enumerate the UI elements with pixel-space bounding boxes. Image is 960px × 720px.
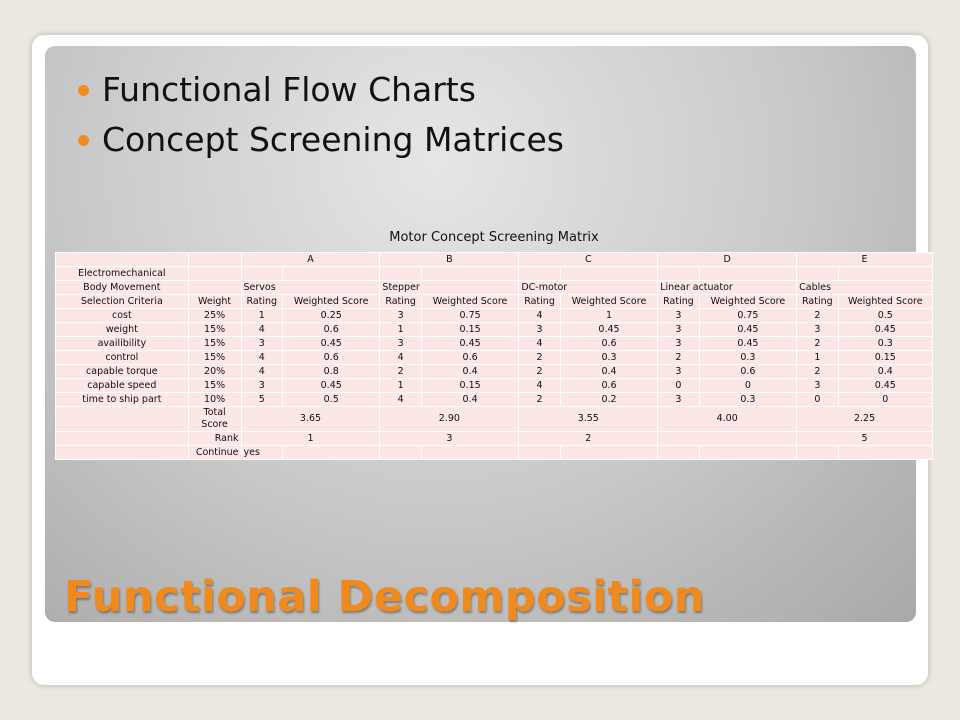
bullet-list [78,70,564,170]
rating-value: 1 [241,309,282,323]
empty-cell [838,267,932,281]
criteria-label: time to ship part [56,393,189,407]
weighted-score-value: 0.6 [282,351,379,365]
rating-value: 0 [658,379,699,393]
rating-header: Rating [797,295,838,309]
rating-value: 2 [797,365,838,379]
weighted-score-value: 0.45 [838,323,932,337]
weight-header: Weight [188,295,241,309]
letter-header-row [56,253,933,267]
empty-cell [188,253,241,267]
concept-name: DC-motor [519,281,658,295]
empty-cell [56,253,189,267]
column-header-row [56,295,933,309]
weighted-score-value: 0.6 [421,351,518,365]
slide-title: Functional Decomposition [64,572,705,622]
rating-value: 3 [241,337,282,351]
bullet-dot-icon [78,135,89,146]
weighted-score-value: 0.6 [282,323,379,337]
criteria-header: Selection Criteria [56,295,189,309]
empty-cell [699,446,796,460]
rating-header: Rating [519,295,560,309]
concept-name-row [56,281,933,295]
weight-value: 15% [188,323,241,337]
weighted-score-value: 0.45 [699,323,796,337]
rating-value: 2 [797,309,838,323]
rating-value: 2 [519,365,560,379]
criteria-label: weight [56,323,189,337]
criteria-label: capable speed [56,379,189,393]
rating-value: 3 [241,379,282,393]
rating-value: 4 [380,393,421,407]
weight-value: 25% [188,309,241,323]
weight-value: 20% [188,365,241,379]
bullet-text: Functional Flow Charts [102,70,476,109]
empty-cell [380,267,421,281]
rating-value: 3 [380,337,421,351]
rating-value: 3 [658,309,699,323]
weighted-score-value: 0.25 [282,309,379,323]
criteria-row [56,323,933,337]
weight-value: 15% [188,351,241,365]
bullet-item [78,120,564,170]
rank-value: 2 [519,432,658,446]
empty-cell [658,267,699,281]
empty-cell [560,446,657,460]
rating-value: 2 [797,337,838,351]
weighted-score-value: 0.45 [282,379,379,393]
rank-value: 5 [797,432,933,446]
rating-value: 1 [797,351,838,365]
empty-cell [282,267,379,281]
weighted-score-header: Weighted Score [699,295,796,309]
concept-name: Linear actuator [658,281,797,295]
category-label: Electromechanical [56,267,189,281]
rating-value: 4 [241,365,282,379]
weighted-score-value: 0.8 [282,365,379,379]
empty-cell [241,267,282,281]
rank-value: 3 [380,432,519,446]
weighted-score-value: 0.4 [421,365,518,379]
empty-cell [421,446,518,460]
weighted-score-header: Weighted Score [838,295,932,309]
continue-value [519,446,560,460]
rating-value: 2 [658,351,699,365]
continue-label: Continue [188,446,241,460]
empty-cell [560,267,657,281]
weighted-score-value: 0.6 [560,337,657,351]
rating-value: 3 [658,323,699,337]
rating-value: 0 [797,393,838,407]
weighted-score-value: 0.15 [421,323,518,337]
concept-letter: E [797,253,933,267]
weighted-score-value: 0.2 [560,393,657,407]
rank-value [658,432,797,446]
weighted-score-value: 0.45 [421,337,518,351]
weighted-score-value: 0.3 [699,351,796,365]
weighted-score-value: 0.45 [282,337,379,351]
rating-header: Rating [241,295,282,309]
rating-value: 3 [658,393,699,407]
weighted-score-value: 0.6 [699,365,796,379]
rating-value: 4 [241,323,282,337]
rating-value: 4 [519,309,560,323]
rating-value: 3 [380,309,421,323]
weighted-score-value: 0.3 [699,393,796,407]
rank-value: 1 [241,432,380,446]
total-score: 3.55 [519,407,658,432]
bullet-dot-icon [78,85,89,96]
rating-value: 2 [519,351,560,365]
weighted-score-value: 0.45 [699,337,796,351]
concept-letter: D [658,253,797,267]
weight-value: 15% [188,337,241,351]
rating-value: 2 [380,365,421,379]
continue-row [56,446,933,460]
rating-value: 4 [380,351,421,365]
weighted-score-header: Weighted Score [421,295,518,309]
empty-cell [188,281,241,295]
criteria-label: capable torque [56,365,189,379]
rating-value: 1 [380,379,421,393]
weighted-score-value: 1 [560,309,657,323]
continue-value [658,446,699,460]
empty-cell [56,446,189,460]
rating-value: 2 [519,393,560,407]
rating-value: 4 [519,337,560,351]
matrix-title: Motor Concept Screening Matrix [389,230,599,245]
criteria-row [56,309,933,323]
weighted-score-value: 0.75 [421,309,518,323]
rating-value: 3 [797,323,838,337]
criteria-row [56,337,933,351]
empty-cell [282,446,379,460]
total-score: 2.25 [797,407,933,432]
criteria-row [56,365,933,379]
weight-value: 15% [188,379,241,393]
total-score: 4.00 [658,407,797,432]
weighted-score-value: 0.5 [282,393,379,407]
rating-value: 3 [797,379,838,393]
total-row [56,407,933,432]
concept-name: Cables [797,281,933,295]
weighted-score-value: 0.15 [421,379,518,393]
empty-cell [56,432,189,446]
weighted-score-value: 0 [699,379,796,393]
weighted-score-header: Weighted Score [560,295,657,309]
weighted-score-value: 0.3 [838,337,932,351]
concept-letter: B [380,253,519,267]
empty-cell [421,267,518,281]
empty-cell [699,267,796,281]
criteria-row [56,379,933,393]
weighted-score-value: 0.4 [838,365,932,379]
total-label: Total Score [188,407,241,432]
total-score: 2.90 [380,407,519,432]
weight-value: 10% [188,393,241,407]
rating-value: 4 [241,351,282,365]
category-row [56,267,933,281]
rating-value: 3 [658,365,699,379]
continue-value [380,446,421,460]
weighted-score-value: 0.5 [838,309,932,323]
rating-value: 5 [241,393,282,407]
screening-matrix-table [55,252,933,460]
criteria-label: control [56,351,189,365]
weighted-score-value: 0.4 [560,365,657,379]
bullet-item [78,70,564,120]
empty-cell [188,267,241,281]
criteria-row [56,393,933,407]
weighted-score-value: 0.3 [560,351,657,365]
empty-cell [56,407,189,432]
rank-row [56,432,933,446]
empty-cell [838,446,932,460]
rating-value: 3 [519,323,560,337]
continue-value: yes [241,446,282,460]
weighted-score-value: 0.4 [421,393,518,407]
criteria-label: cost [56,309,189,323]
criteria-row [56,351,933,365]
weighted-score-value: 0 [838,393,932,407]
rating-value: 3 [658,337,699,351]
continue-value [797,446,838,460]
body-movement-label: Body Movement [56,281,189,295]
concept-name: Stepper [380,281,519,295]
rank-label: Rank [188,432,241,446]
empty-cell [519,267,560,281]
rating-value: 1 [380,323,421,337]
weighted-score-header: Weighted Score [282,295,379,309]
bullet-text: Concept Screening Matrices [102,120,564,159]
concept-letter: C [519,253,658,267]
rating-value: 4 [519,379,560,393]
total-score: 3.65 [241,407,380,432]
rating-header: Rating [658,295,699,309]
weighted-score-value: 0.75 [699,309,796,323]
rating-header: Rating [380,295,421,309]
concept-name: Servos [241,281,380,295]
weighted-score-value: 0.45 [838,379,932,393]
empty-cell [797,267,838,281]
weighted-score-value: 0.15 [838,351,932,365]
criteria-label: availibility [56,337,189,351]
concept-letter: A [241,253,380,267]
weighted-score-value: 0.6 [560,379,657,393]
weighted-score-value: 0.45 [560,323,657,337]
